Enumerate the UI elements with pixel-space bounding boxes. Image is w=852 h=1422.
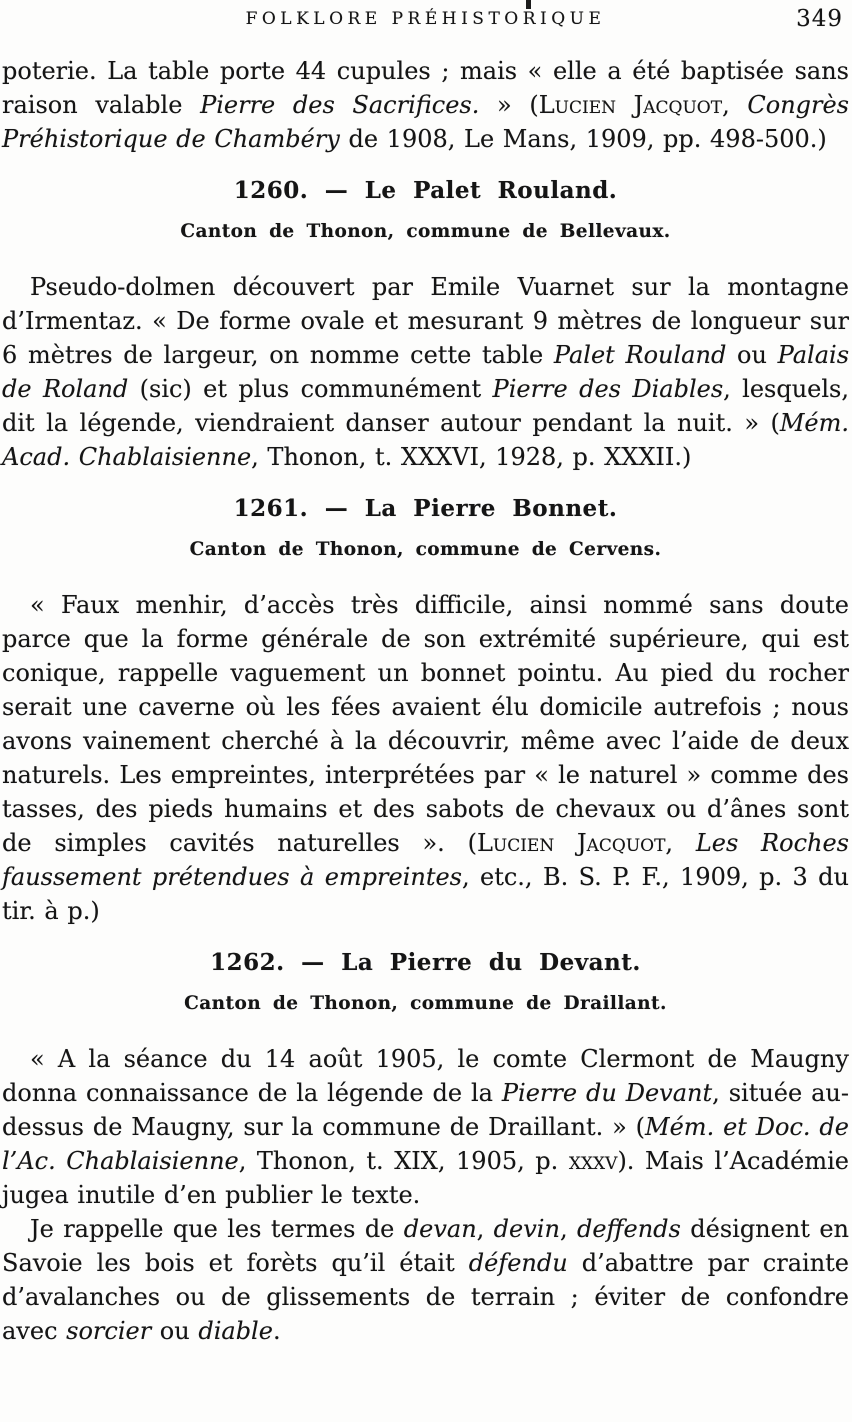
page-number: 349	[796, 6, 843, 32]
text-segment: ou	[151, 1317, 199, 1345]
text-segment: devan	[403, 1215, 477, 1243]
text-segment: Palais de Roland	[2, 341, 850, 403]
text-segment: ). Mais l’Académie jugea inutile d’en publier le texte.	[2, 1147, 849, 1209]
text-segment: ,	[665, 829, 696, 857]
page-header-title: FOLKLORE PRÉHISTORIQUE	[245, 9, 606, 29]
text-segment: diable	[198, 1317, 273, 1345]
text-segment: ou	[726, 341, 778, 369]
text-segment: « A la séance du 14 août 1905, le comte Clermont de Maugny donna connaissance de la légende de la	[2, 1045, 849, 1107]
text-segment: Pierre du Devant	[501, 1079, 713, 1107]
entry-paragraph	[2, 1042, 849, 1212]
text-segment: , Thonon, t. XIX, 1905, p.	[238, 1147, 569, 1175]
entry-paragraph	[2, 588, 849, 928]
text-segment: Pseudo-dolmen découvert par Emile Vuarnet sur la montagne d’Irmentaz. « De forme ovale et mesurant 9 mètres de longueur sur 6 mètres de largeur, on nomme cette table	[2, 273, 849, 369]
text-segment: défendu	[468, 1249, 568, 1277]
entry-1260	[2, 177, 849, 474]
entry-title-1261: 1261. — La Pierre Bonnet.	[233, 495, 618, 522]
text-segment: deffends	[576, 1215, 681, 1243]
text-segment: sorcier	[66, 1317, 152, 1345]
text-segment: Mém. et Doc. de l’Ac. Chablaisienne	[2, 1113, 849, 1175]
text-segment: , etc., B. S. P. F., 1909, p. 3 du tir. à p.)	[2, 863, 849, 925]
text-segment: , Thonon, t. XXXVI, 1928, p. XXXII.)	[251, 443, 692, 471]
text-segment: Je rappelle que les termes de	[30, 1215, 404, 1243]
text-segment: (sic) et plus communément	[128, 375, 493, 403]
text-segment: Mém. Acad. Chablaisienne	[2, 409, 849, 471]
intro-paragraph	[2, 54, 849, 156]
text-segment: » (	[479, 91, 539, 119]
entry-paragraph	[2, 1212, 849, 1348]
text-segment: devin	[493, 1215, 560, 1243]
text-segment: .	[272, 1317, 281, 1345]
entry-subtitle-1260: Canton de Thonon, commune de Bellevaux.	[180, 221, 671, 242]
text-segment: Pierre des Diables	[492, 375, 724, 403]
entry-title-1262: 1262. — La Pierre du Devant.	[210, 949, 641, 976]
text-segment: , lesquels, dit la légende, viendraient danser autour pendant la nuit. » (	[2, 375, 849, 437]
text-segment: Les Roches faussement prétendues à empreintes	[2, 829, 849, 891]
entry-subtitle-1261: Canton de Thonon, commune de Cervens.	[189, 539, 662, 560]
entry-1261	[2, 495, 849, 928]
text-segment: Palet Rouland	[553, 341, 727, 369]
running-header	[2, 6, 849, 32]
text-segment: ,	[476, 1215, 494, 1243]
text-segment: ,	[559, 1215, 577, 1243]
text-segment: ,	[722, 91, 748, 119]
text-segment: Pierre des Sacrifices.	[200, 91, 480, 119]
text-segment: Lucien Jacquot	[476, 829, 666, 857]
text-segment: poterie. La table porte 44 cupules ; mais « elle a été baptisée sans raison valable	[2, 57, 849, 119]
text-segment: Lucien Jacquot	[538, 91, 723, 119]
text-segment: Congrès Préhistorique de Chambéry	[2, 91, 849, 153]
entry-title-1260: 1260. — Le Palet Rouland.	[233, 177, 618, 204]
text-segment: « Faux menhir, d’accès très difficile, ainsi nommé sans doute parce que la forme générale de son extrémité supérieure, qui est conique, rappelle vaguement un bonnet pointu. Au pied du rocher serait une caverne où les fées avaient élu domicile autrefois ; nous avons vainement cherché à la découvrir, même avec l’aide de deux naturels. Les empreintes, interprétées par « le naturel » comme des tasses, des pieds humains et des sabots de chevaux ou d’ânes sont de simples cavités naturelles ». (	[2, 591, 849, 857]
text-segment: désignent en Savoie les bois et forèts qu’il était	[2, 1215, 849, 1277]
text-segment: , située au-dessus de Maugny, sur la commune de Draillant. » (	[2, 1079, 850, 1141]
text-segment: xxxv	[568, 1147, 618, 1175]
text-segment: d’abattre par crainte d’avalanches ou de glissements de terrain ; éviter de confondre avec	[2, 1249, 849, 1345]
entry-1262	[2, 949, 849, 1348]
entry-paragraph	[2, 270, 849, 474]
text-segment: de 1908, Le Mans, 1909, pp. 498-500.)	[339, 125, 827, 153]
entry-subtitle-1262: Canton de Thonon, commune de Draillant.	[184, 993, 667, 1014]
